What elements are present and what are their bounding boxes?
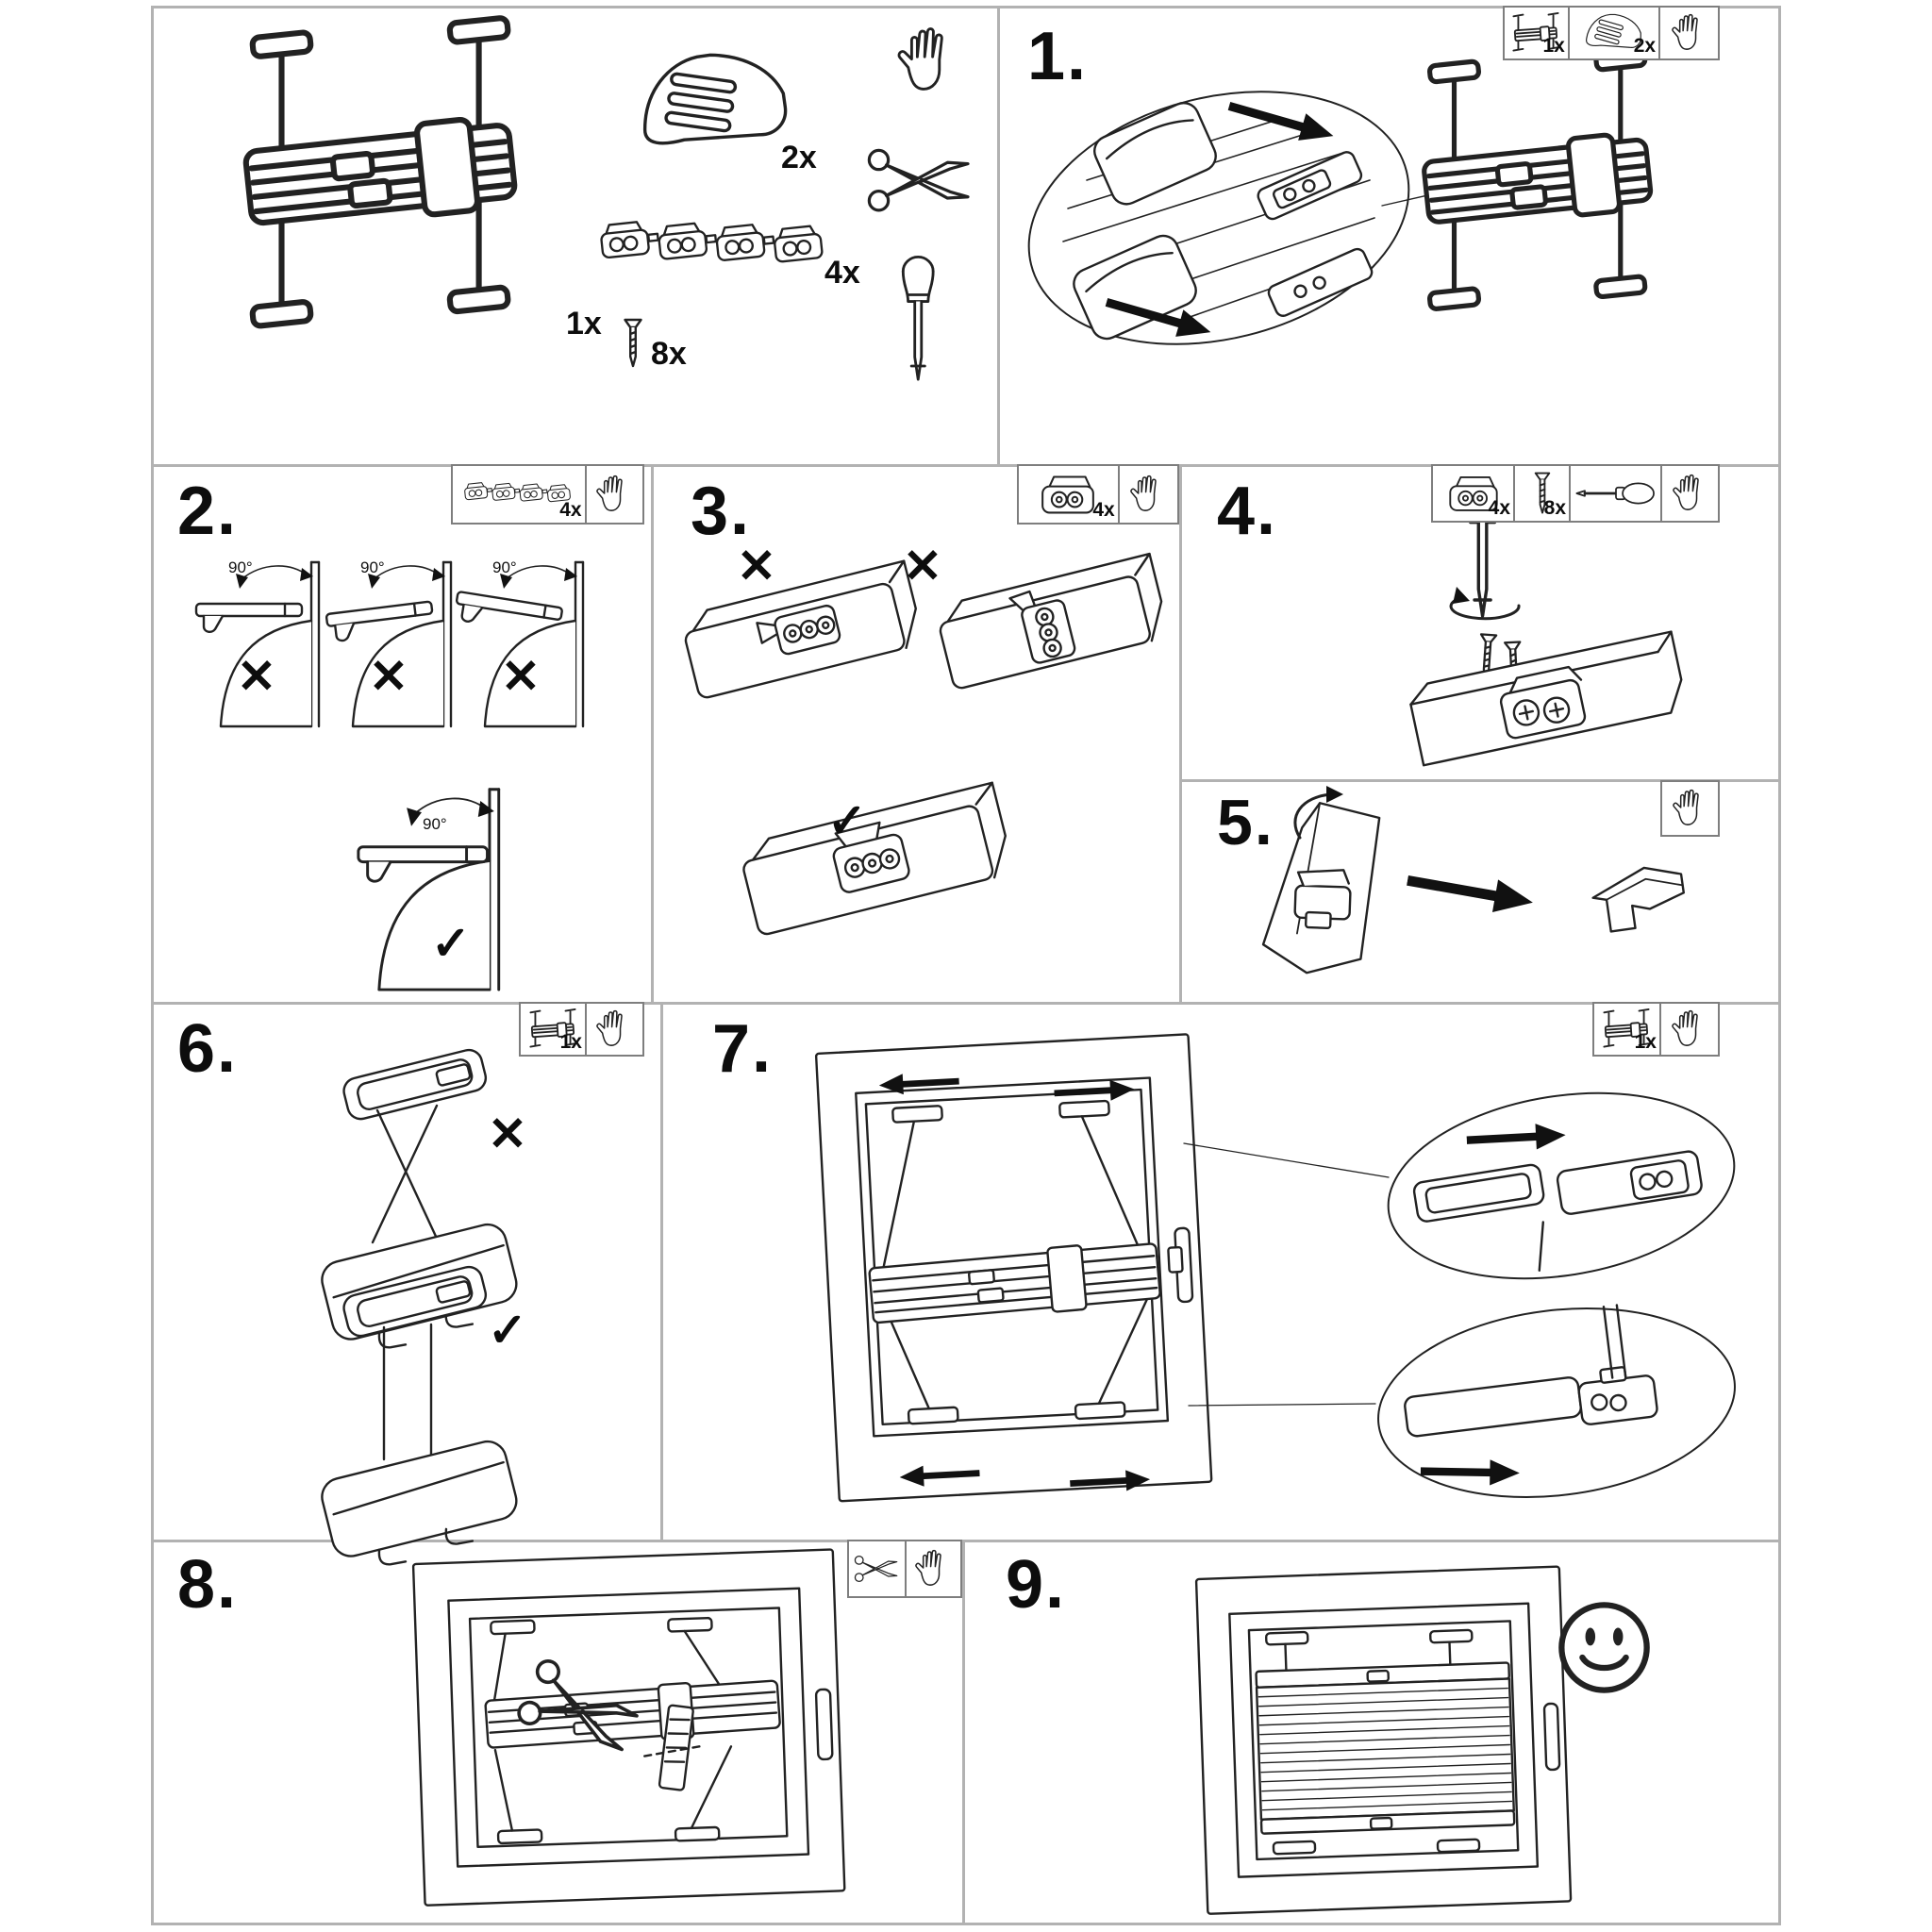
callout-blind-cell xyxy=(1505,8,1570,58)
callout-blind-cell xyxy=(521,1004,587,1055)
step-2-number: 2. xyxy=(177,474,239,549)
leader-line-top xyxy=(1184,1143,1389,1177)
window-handle xyxy=(1544,1704,1559,1770)
callout-bracket-qty: 4x xyxy=(1488,497,1510,519)
correct-bracket-orientation xyxy=(738,783,1014,936)
step3-required-parts-callout xyxy=(1017,464,1179,525)
angle-label-4: 90° xyxy=(423,815,447,833)
panel-step-2 xyxy=(151,464,651,1002)
scissors-icon xyxy=(869,150,968,209)
remove-cover-arrow xyxy=(1405,864,1536,919)
check-mark: ✓ xyxy=(488,1304,527,1357)
callout-bracket-cell xyxy=(1433,466,1515,521)
wrong-mark-2: ✕ xyxy=(903,540,942,592)
callout-hand-cell xyxy=(1120,466,1177,523)
callout-clip-cell xyxy=(1570,8,1660,58)
step-6-number: 6. xyxy=(177,1011,239,1087)
step-7-number: 7. xyxy=(712,1011,774,1087)
callout-hand-cell xyxy=(1662,782,1718,835)
blind-unit-drawing xyxy=(1423,49,1653,309)
hand-icon xyxy=(1673,475,1697,510)
hand-icon xyxy=(597,476,622,511)
panel-step-6 xyxy=(151,1002,660,1540)
callout-bracket-qty: 4x xyxy=(1092,499,1115,521)
panel-step-9 xyxy=(962,1540,1781,1924)
inset-detail-top-corner xyxy=(1374,1070,1747,1302)
screwdriver-icon xyxy=(903,257,933,379)
callout-screw-qty: 8x xyxy=(1543,497,1566,519)
hand-icon xyxy=(916,1551,941,1586)
smiley-face-icon xyxy=(1561,1605,1646,1690)
callout-scissors-cell xyxy=(849,1541,907,1596)
step-3-number: 3. xyxy=(691,474,752,549)
clip-small-icon xyxy=(1586,14,1641,47)
magnifier-ellipse-detail xyxy=(1002,54,1436,382)
callout-screwdriver-cell xyxy=(1571,466,1662,521)
panel-step-4 xyxy=(1179,464,1781,779)
wrong-mark-3: ✕ xyxy=(501,650,541,703)
step-5-number: 5. xyxy=(1217,787,1274,858)
leader-line-bottom xyxy=(1189,1404,1375,1406)
step-9-number: 9. xyxy=(1006,1547,1067,1623)
callout-hand-cell xyxy=(1661,1004,1718,1055)
hand-icon xyxy=(1673,1011,1697,1046)
inset-detail-bottom-corner xyxy=(1367,1290,1745,1517)
removed-cover-piece xyxy=(1590,863,1688,934)
panel-step-5 xyxy=(1179,779,1781,1002)
callout-blind-qty: 1x xyxy=(559,1031,582,1053)
scissors-icon xyxy=(856,1557,897,1582)
wrong-bracket-orientation-2 xyxy=(934,554,1170,690)
hand-icon xyxy=(597,1011,622,1046)
screwdriver-icon xyxy=(1576,483,1654,503)
step-8-number: 8. xyxy=(177,1547,239,1623)
panel-parts-overview xyxy=(151,6,997,464)
wrong-bracket-orientation-1 xyxy=(679,561,924,700)
callout-blind-qty: 1x xyxy=(1542,35,1565,57)
callout-bracket-cell xyxy=(1019,466,1120,523)
callout-blind-cell xyxy=(1594,1004,1661,1055)
bracket-icon xyxy=(1043,476,1094,512)
finished-window-drawing xyxy=(1196,1567,1571,1914)
rotation-arrow-head xyxy=(1453,587,1470,604)
pleated-blind-unit-icon xyxy=(243,18,516,327)
callout-blind-qty: 1x xyxy=(1634,1031,1657,1053)
step1-required-parts-callout xyxy=(1503,6,1720,60)
tension-cord-clip-icon xyxy=(636,45,789,150)
wrong-mark: ✕ xyxy=(488,1108,527,1160)
check-mark: ✓ xyxy=(827,794,867,847)
rail-end-detail-top xyxy=(1256,150,1363,222)
step-1-number: 1. xyxy=(1027,19,1089,94)
bracket-strip-icon xyxy=(600,203,823,280)
clip-piece-sliding-top xyxy=(1090,98,1221,208)
angle-label-3: 90° xyxy=(492,558,517,576)
window-with-blind-drawing xyxy=(816,1034,1212,1506)
step6-required-parts-callout xyxy=(519,1002,644,1057)
angle-label-1: 90° xyxy=(228,558,253,576)
panel-step-8 xyxy=(151,1540,962,1924)
callout-bracket-chain-cell xyxy=(453,466,587,523)
callout-bracket-qty: 4x xyxy=(559,499,582,521)
pleated-fabric xyxy=(1257,1678,1514,1819)
wrong-mark-2: ✕ xyxy=(369,650,408,703)
angle-label-2: 90° xyxy=(360,558,385,576)
callout-hand-cell xyxy=(1660,8,1718,58)
step7-required-parts-callout xyxy=(1592,1002,1720,1057)
callout-clip-qty: 2x xyxy=(1633,35,1657,57)
step-4-number: 4. xyxy=(1217,474,1278,549)
blind-qty-label: 1x xyxy=(566,306,602,341)
window-cut-cord-drawing xyxy=(413,1549,844,1905)
window-handle xyxy=(816,1690,833,1759)
frame-corner-with-cover xyxy=(1259,798,1395,985)
wrong-mark-1: ✕ xyxy=(237,650,276,703)
wrong-mark-1: ✕ xyxy=(737,540,776,592)
clip-qty-label: 2x xyxy=(781,140,817,175)
step5-required-parts-callout xyxy=(1660,780,1720,837)
callout-hand-cell xyxy=(587,466,642,523)
callout-hand-cell xyxy=(907,1541,961,1596)
panel-step-7 xyxy=(660,1002,1781,1540)
callout-screw-cell xyxy=(1515,466,1571,521)
screw-icon xyxy=(625,320,641,366)
hand-icon xyxy=(1131,476,1156,511)
bracket-qty-label: 4x xyxy=(824,255,860,291)
check-mark: ✓ xyxy=(431,917,471,970)
frame-corner-with-bracket xyxy=(1407,632,1688,766)
callout-hand-cell xyxy=(1662,466,1718,521)
hand-icon xyxy=(1673,15,1697,50)
step2-required-parts-callout xyxy=(451,464,644,525)
step8-required-parts-callout xyxy=(847,1540,962,1598)
screw-qty-label: 8x xyxy=(651,336,687,372)
hand-icon xyxy=(1673,791,1697,825)
hand-icon xyxy=(899,29,941,90)
panel-step-1 xyxy=(997,6,1781,464)
panel-step-3 xyxy=(651,464,1179,1002)
callout-hand-cell xyxy=(587,1004,642,1055)
flip-open-arrow-head xyxy=(1326,786,1343,803)
step4-required-parts-callout xyxy=(1431,464,1720,523)
bracket-strip-icon xyxy=(464,474,571,510)
